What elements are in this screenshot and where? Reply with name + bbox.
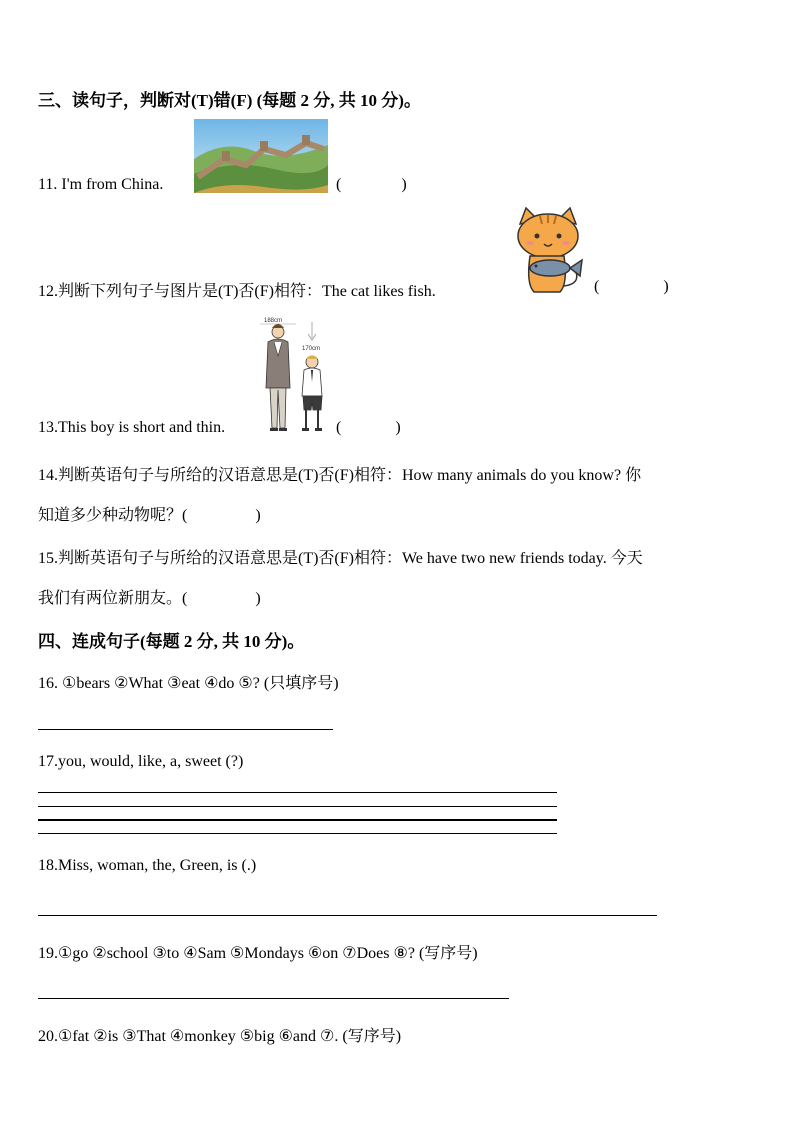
bracket-close: )	[255, 507, 261, 524]
question-15-line1: 15.判断英语句子与所给的汉语意思是(T)否(F)相符：We have two new friends today. 今天	[38, 550, 643, 567]
question-17: 17.you, would, like, a, sweet (?)	[38, 753, 244, 770]
question-14-line1: 14.判断英语句子与所给的汉语意思是(T)否(F)相符：How many animals do you know? 你	[38, 467, 642, 484]
height-label-tall: 188cm	[264, 318, 283, 324]
question-12	[38, 278, 436, 301]
answer-line-17-b[interactable]	[38, 806, 557, 807]
question-15-line2	[38, 585, 261, 608]
bracket-close: )	[663, 278, 669, 295]
answer-line-17-d[interactable]	[38, 833, 557, 834]
height-label-short: 170cm	[302, 346, 321, 352]
question-12-text: 12.判断下列句子与图片是(T)否(F)相符：The cat likes fish.	[38, 283, 436, 300]
question-16: 16. ①bears ②What ③eat ④do ⑤? (只填序号)	[38, 675, 339, 692]
bracket-open: (	[182, 507, 188, 524]
question-20: 20.①fat ②is ③That ④monkey ⑤big ⑥and ⑦. (写序号)	[38, 1028, 402, 1045]
question-15-text: 我们有两位新朋友。	[38, 590, 183, 607]
answer-bracket-12[interactable]	[594, 278, 669, 296]
answer-line-17-a[interactable]	[38, 792, 557, 793]
section3-title: 三、读句子，判断对(T)错(F) (每题 2 分, 共 10 分)。	[38, 91, 421, 110]
cat-with-fish-image	[510, 206, 586, 296]
question-13	[38, 419, 225, 437]
bracket-open: (	[594, 278, 600, 295]
bracket-close: )	[395, 419, 401, 436]
bracket-open: (	[336, 176, 342, 193]
question-14-text: 知道多少种动物呢？	[38, 507, 183, 524]
question-11-text: 11. I'm from China.	[38, 176, 164, 193]
question-13-text: 13.This boy is short and thin.	[38, 419, 226, 436]
answer-bracket-11[interactable]	[336, 176, 407, 194]
question-18: 18.Miss, woman, the, Green, is (.)	[38, 857, 257, 874]
answer-line-17-c[interactable]	[38, 819, 557, 821]
question-14-line2	[38, 502, 261, 525]
answer-line-16[interactable]	[38, 729, 333, 730]
bracket-open: (	[336, 419, 342, 436]
bracket-close: )	[401, 176, 407, 193]
great-wall-image	[194, 119, 328, 193]
answer-line-19[interactable]	[38, 998, 509, 999]
answer-bracket-15[interactable]	[182, 590, 261, 607]
answer-bracket-14[interactable]	[182, 507, 261, 524]
tall-man-and-short-boy-image	[256, 312, 332, 436]
question-19: 19.①go ②school ③to ④Sam ⑤Mondays ⑥on ⑦Does ⑧? (写序号)	[38, 945, 478, 962]
section4-title: 四、连成句子(每题 2 分, 共 10 分)。	[38, 632, 305, 651]
bracket-open: (	[182, 590, 188, 607]
answer-bracket-13[interactable]	[336, 419, 401, 437]
answer-line-18[interactable]	[38, 915, 657, 916]
bracket-close: )	[255, 590, 261, 607]
question-11	[38, 176, 163, 194]
